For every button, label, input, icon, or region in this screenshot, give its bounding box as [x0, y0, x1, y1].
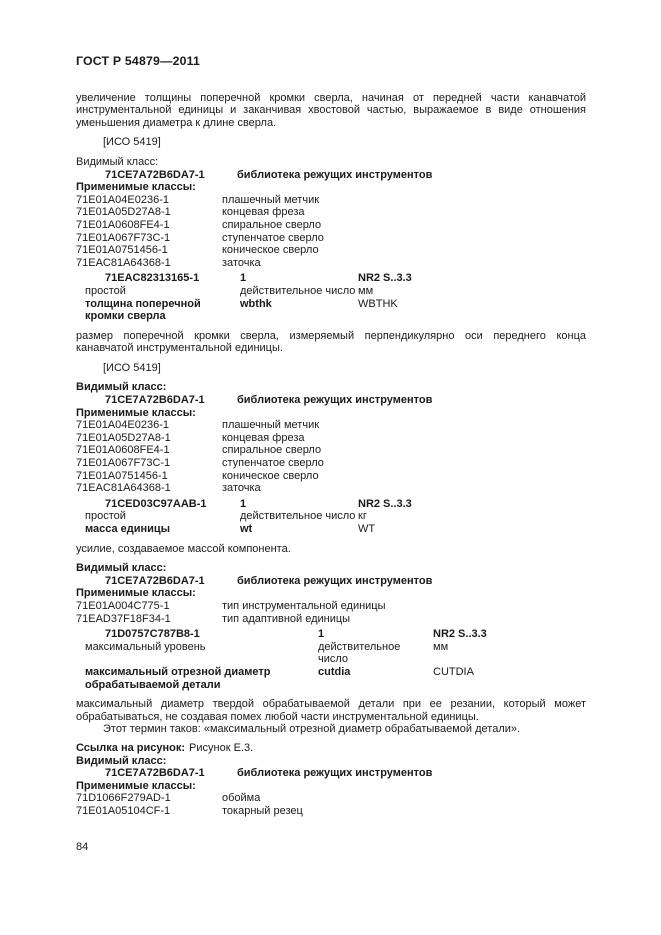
attribute-definition: усилие, создаваемое массой компонента.: [76, 542, 291, 555]
class-row: [76, 470, 586, 483]
class-name: коническое сверло: [222, 244, 319, 257]
class-code: 71E01A067F73C-1: [76, 231, 171, 244]
attribute-header-row: [76, 498, 586, 511]
visible-class-code: 71CE7A72B6DA7-1: [105, 574, 205, 587]
doc-header: ГОСТ Р 54879—2011: [76, 54, 201, 68]
attribute-definition: максимальный диаметр твердой обрабатываемой детали при ее резании, который может обрабатываться, не создавая помех любой части инструментальной единицы.: [76, 698, 586, 723]
class-row: [76, 419, 586, 432]
class-code: 71E01A04E0236-1: [76, 419, 169, 432]
class-name: коническое сверло: [222, 469, 319, 482]
class-row: [76, 457, 586, 470]
class-code: 71E01A04E0236-1: [76, 193, 169, 206]
term-note: Этот термин таков: «максимальный отрезной диаметр обрабатываемой детали».: [103, 723, 521, 736]
class-name: ступенчатое сверло: [222, 231, 324, 244]
class-name: заточка: [222, 482, 261, 495]
attribute-format: NR2 S..3.3: [433, 628, 487, 641]
class-row: [76, 613, 586, 626]
attribute-name: максимальный отрезной диаметр: [85, 665, 271, 678]
page-number: 84: [76, 841, 89, 853]
attribute-unit: мм: [433, 640, 449, 653]
visible-class-row: [76, 169, 586, 182]
attribute-name-row2: [76, 310, 586, 323]
visible-class-label: Видимый класс:: [76, 754, 167, 767]
visible-class-name: библиотека режущих инструментов: [237, 394, 433, 407]
attribute-entry-cutdia: [76, 562, 586, 691]
attribute-entry-next: [76, 755, 586, 818]
class-name: обойма: [222, 792, 261, 805]
intro-definition: увеличение толщины поперечной кромки сверла, начиная от передней части канавчатой инструментальной единицы и заканчивая хвостовой частью, выражаемое в виде отношения уменьшения диаметра к длине сверла.: [76, 91, 586, 129]
class-row: [76, 792, 586, 805]
class-row: [76, 257, 586, 270]
visible-class-row: [76, 394, 586, 407]
class-code: 71E01A0751456-1: [76, 244, 168, 257]
attribute-table: [76, 498, 586, 536]
attribute-entry-wt: [76, 381, 586, 535]
attribute-format: NR2 S..3.3: [358, 272, 412, 285]
class-code: 71EAC81A64368-1: [76, 256, 171, 269]
attribute-type-row: [76, 285, 586, 298]
attribute-unit: кг: [358, 510, 367, 523]
attribute-kind: максимальный уровень: [85, 640, 206, 653]
class-row: [76, 194, 586, 207]
figure-ref-label: Ссылка на рисунок:: [76, 741, 186, 754]
class-code: 71D1066F279AD-1: [76, 792, 171, 805]
attribute-symbol: cutdia: [318, 665, 351, 678]
attribute-cardinality: 1: [318, 628, 325, 641]
class-row: [76, 244, 586, 257]
class-code: 71EAD37F18F34-1: [76, 612, 171, 625]
attribute-name-row: [76, 298, 586, 311]
attribute-symbol: wt: [240, 523, 253, 535]
attribute-symbol: wbthk: [240, 297, 272, 310]
visible-class-code: 71CE7A72B6DA7-1: [105, 168, 205, 181]
visible-class-code: 71CE7A72B6DA7-1: [105, 394, 205, 407]
visible-class-code: 71CE7A72B6DA7-1: [105, 767, 205, 780]
class-code: 71E01A067F73C-1: [76, 457, 171, 470]
class-name: концевая фреза: [222, 206, 305, 219]
class-code: 71E01A0608FE4-1: [76, 218, 170, 231]
class-name: ступенчатое сверло: [222, 457, 324, 470]
figure-reference: [76, 742, 586, 755]
applicable-classes-label: Применимые классы:: [76, 406, 196, 419]
attribute-type-row: [76, 510, 586, 523]
class-code: 71E01A05D27A8-1: [76, 431, 171, 444]
class-row: [76, 600, 586, 613]
applicable-classes-label: Применимые классы:: [76, 779, 196, 792]
attribute-data-type: действительное число: [240, 284, 356, 297]
attribute-code: 71D0757C787B8-1: [105, 628, 200, 641]
visible-class-name: библиотека режущих инструментов: [237, 767, 433, 780]
attribute-name-row: [76, 523, 586, 536]
class-name: тип инструментальной единицы: [222, 599, 386, 612]
applicable-classes-label: Применимые классы:: [76, 587, 196, 600]
attribute-data-type: действительное число: [318, 640, 401, 666]
attribute-cardinality: 1: [240, 497, 247, 510]
attribute-unit: мм: [358, 284, 374, 297]
class-name: спиральное сверло: [222, 444, 322, 457]
figure-ref-value: Рисунок Е.3.: [189, 741, 254, 754]
class-name: заточка: [222, 256, 261, 269]
attribute-header-row: [76, 628, 586, 641]
attribute-table: [76, 628, 586, 691]
attribute-definition: размер поперечной кромки сверла, измеряемый перпендикулярно оси переднего конца канавчатой инструментальной единицы.: [76, 329, 586, 355]
attribute-kind: простой: [85, 510, 126, 523]
class-code: 71EAC81A64368-1: [76, 482, 171, 495]
class-name: плашечный метчик: [222, 419, 320, 432]
attribute-table: [76, 272, 586, 322]
attribute-code-name: WT: [358, 523, 376, 535]
applicable-classes-label: Применимые классы:: [76, 181, 196, 194]
class-code: 71E01A004C775-1: [76, 599, 170, 612]
attribute-name: толщина поперечной: [85, 297, 201, 310]
iso-reference: [ИСО 5419]: [103, 136, 161, 149]
class-row: [76, 206, 586, 219]
visible-class-name: библиотека режущих инструментов: [237, 168, 433, 181]
class-name: плашечный метчик: [222, 193, 320, 206]
visible-class-label: Видимый класс:: [76, 381, 167, 394]
class-name: тип адаптивной единицы: [222, 612, 351, 625]
attribute-code: 71CED03C97AAB-1: [105, 497, 207, 510]
attribute-name: масса единицы: [85, 523, 171, 535]
class-code: 71E01A0751456-1: [76, 469, 168, 482]
visible-class-label: Видимый класс:: [76, 562, 167, 575]
class-row: [76, 232, 586, 245]
attribute-name-continued: кромки сверла: [85, 310, 166, 323]
class-row: [76, 482, 586, 495]
visible-class-row: [76, 575, 586, 588]
class-row: [76, 432, 586, 445]
visible-class-row: [76, 767, 586, 780]
visible-class-name: библиотека режущих инструментов: [237, 574, 433, 587]
attribute-code-name: CUTDIA: [433, 665, 474, 678]
attribute-data-type: действительное число: [240, 510, 356, 523]
attribute-format: NR2 S..3.3: [358, 497, 412, 510]
class-name: токарный резец: [222, 804, 303, 817]
visible-class-label: Видимый класс:: [76, 155, 159, 168]
class-code: 71E01A05D27A8-1: [76, 206, 171, 219]
attribute-cardinality: 1: [240, 272, 247, 285]
class-code: 71E01A05104CF-1: [76, 804, 171, 817]
attribute-code: 71EAC82313165-1: [105, 272, 200, 285]
class-name: спиральное сверло: [222, 218, 322, 231]
class-row: [76, 444, 586, 457]
attribute-code-name: WBTHK: [358, 297, 398, 310]
attribute-type-row: [76, 641, 586, 666]
attribute-kind: простой: [85, 284, 126, 297]
class-row: [76, 805, 586, 818]
attribute-name-continued: обрабатываемой детали: [85, 678, 221, 691]
attribute-entry-wbthk: [76, 156, 586, 323]
class-name: концевая фреза: [222, 431, 305, 444]
attribute-header-row: [76, 272, 586, 285]
class-code: 71E01A0608FE4-1: [76, 444, 170, 457]
iso-reference: [ИСО 5419]: [103, 361, 161, 374]
attribute-name-row: [76, 666, 586, 679]
class-row: [76, 219, 586, 232]
attribute-name-row2: [76, 679, 586, 692]
